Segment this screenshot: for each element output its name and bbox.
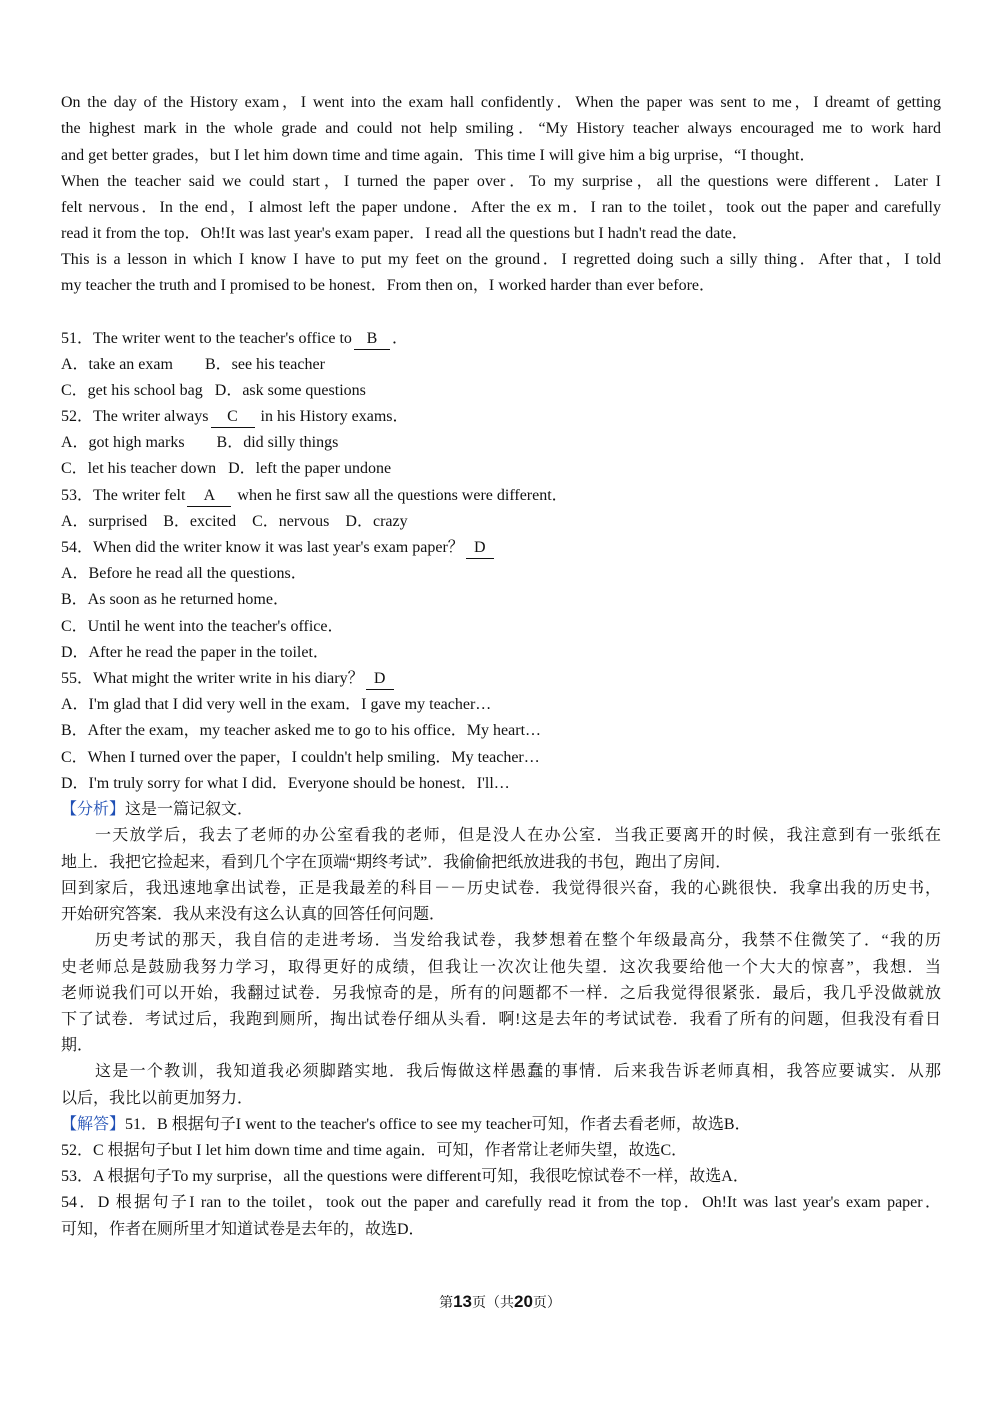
options-line: C．let his teacher down D．left the paper undone bbox=[61, 460, 392, 477]
question-52 bbox=[61, 404, 941, 430]
analysis-line: 回到家后，我迅速地拿出试卷，正是我最差的科目－－历史试卷．我觉得很兴奋，我的心跳很快．我拿出我的历史书， bbox=[61, 880, 941, 897]
analysis-intro: 这是一篇记叙文． bbox=[125, 801, 254, 818]
passage-line: On the day of the History exam，I went into the exam hall confidently．When the paper was sent to me，I dreamt of getting bbox=[61, 94, 941, 111]
passage-line: When the teacher said we could start，I turned the paper over．To my surprise，all the questions were different．Later I bbox=[61, 173, 941, 190]
option-a: A．Before he read all the questions． bbox=[61, 565, 307, 582]
question-stem: 51．The writer went to the teacher's office to bbox=[61, 330, 352, 347]
question-51 bbox=[61, 326, 941, 352]
passage-line: This is a lesson in which I know I have to put my feet on the ground．I regretted doing such a silly thing．After that，I told bbox=[61, 251, 941, 268]
answer-blank: D bbox=[366, 669, 394, 690]
analysis-line: 历史考试的那天，我自信的走进考场．当发给我试卷，我梦想着在整个年级最高分，我禁不住微笑了．“我的历 bbox=[95, 932, 941, 949]
footer-text: 页（共 bbox=[472, 1296, 514, 1311]
question-suffix: in his History exams． bbox=[256, 408, 409, 425]
solution-51 bbox=[61, 1112, 941, 1138]
question-54 bbox=[61, 535, 941, 561]
answer-blank: A bbox=[187, 486, 231, 507]
solution-text: 51．B 根据句子I went to the teacher's office to see my teacher可知，作者去看老师，故选B． bbox=[125, 1116, 751, 1133]
passage-line: my teacher the truth and I promised to be honest．From then on，I worked harder than ever before． bbox=[61, 277, 716, 294]
analysis-line: 史老师总是鼓励我努力学习，取得更好的成绩，但我让一次次让他失望．这次我要给他一个大大的惊喜”，我想．当 bbox=[61, 959, 941, 976]
solution-52: 52．C 根据句子but I let him down time and time again．可知，作者常让老师失望，故选C． bbox=[61, 1142, 688, 1159]
option-c: C．Until he went into the teacher's office． bbox=[61, 618, 344, 635]
passage-line: the highest mark in the whole grade and could not help smiling．“My History teacher always encouraged me to work hard bbox=[61, 120, 941, 137]
option-c: C．When I turned over the paper，I couldn't help smiling．My teacher… bbox=[61, 749, 540, 766]
passage-line: felt nervous．In the end，I almost left the paper undone．After the ex m．I ran to the toilet，took out the paper and carefully bbox=[61, 199, 941, 216]
page-total: 20 bbox=[514, 1292, 533, 1311]
analysis-line: 老师说我们可以开始，我翻过试卷．另我惊奇的是，所有的问题都不一样．之后我觉得很紧张．最后，我几乎没做就放 bbox=[61, 985, 941, 1002]
footer-text: 第 bbox=[439, 1296, 454, 1311]
answer-blank: C bbox=[211, 407, 255, 428]
answer-blank: D bbox=[466, 538, 494, 559]
option-b: B．As soon as he returned home． bbox=[61, 591, 289, 608]
question-suffix: when he first saw all the questions were different． bbox=[233, 487, 568, 504]
option-d: D．I'm truly sorry for what I did．Everyone should be honest．I'll… bbox=[61, 775, 510, 792]
analysis-line: 期． bbox=[61, 1037, 94, 1054]
question-stem: 55．What might the writer write in his diary？ bbox=[61, 670, 364, 687]
analysis-line: 下了试卷．考试过后，我跑到厕所，掏出试卷仔细从头看．啊!这是去年的考试试卷．我看了所有的问题，但我没有看日 bbox=[61, 1011, 941, 1028]
analysis-line: 这是一个教训，我知道我必须脚踏实地．我后悔做这样愚蠢的事情．后来我告诉老师真相，我答应要诚实．从那 bbox=[95, 1063, 941, 1080]
passage-line: and get better grades，but I let him down time and time again．This time I will give him a big urprise，“I thought． bbox=[61, 147, 816, 164]
footer-text: 页） bbox=[532, 1296, 561, 1311]
page-footer bbox=[0, 1290, 1000, 1316]
question-stem: 52．The writer always bbox=[61, 408, 209, 425]
analysis-tag: 【分析】 bbox=[61, 801, 126, 818]
solution-53: 53．A 根据句子To my surprise，all the questions were different可知，我很吃惊试卷不一样，故选A． bbox=[61, 1168, 749, 1185]
solution-54-cont: 可知，作者在厕所里才知道试卷是去年的，故选D． bbox=[61, 1221, 425, 1238]
solution-54: 54．D 根据句子I ran to the toilet，took out the paper and carefully read it from the top．Oh!It was last year's exam paper． bbox=[61, 1194, 941, 1211]
question-stem: 53．The writer felt bbox=[61, 487, 186, 504]
question-53 bbox=[61, 483, 941, 509]
option-b: B．After the exam，my teacher asked me to go to his office．My heart… bbox=[61, 722, 542, 739]
options-line: C．get his school bag D．ask some questions bbox=[61, 382, 366, 399]
passage-line: read it from the top．Oh!It was last year's exam paper．I read all the questions but I hadn't read the date． bbox=[61, 225, 748, 242]
analysis-line: 一天放学后，我去了老师的办公室看我的老师，但是没人在办公室．当我正要离开的时候，我注意到有一张纸在 bbox=[95, 827, 941, 844]
question-stem: 54．When did the writer know it was last year's exam paper？ bbox=[61, 539, 464, 556]
options-line: A．take an exam B．see his teacher bbox=[61, 356, 325, 373]
analysis-line: 以后，我比以前更加努力． bbox=[61, 1090, 254, 1107]
question-55 bbox=[61, 666, 941, 692]
analysis-line: 地上．我把它捡起来，看到几个字在顶端“期终考试”．我偷偷把纸放进我的书包，跑出了房间． bbox=[61, 854, 732, 871]
question-suffix: ． bbox=[391, 330, 408, 347]
solution-tag: 【解答】 bbox=[61, 1116, 126, 1133]
options-line: A．surprised B．excited C．nervous D．crazy bbox=[61, 513, 408, 530]
option-a: A．I'm glad that I did very well in the exam．I gave my teacher… bbox=[61, 696, 492, 713]
analysis-line: 开始研究答案．我从来没有这么认真的回答任何问题． bbox=[61, 906, 446, 923]
options-line: A．got high marks B．did silly things bbox=[61, 434, 339, 451]
analysis-header bbox=[61, 797, 941, 823]
option-d: D．After he read the paper in the toilet． bbox=[61, 644, 329, 661]
answer-blank: B bbox=[354, 329, 390, 350]
page-number: 13 bbox=[453, 1292, 472, 1311]
